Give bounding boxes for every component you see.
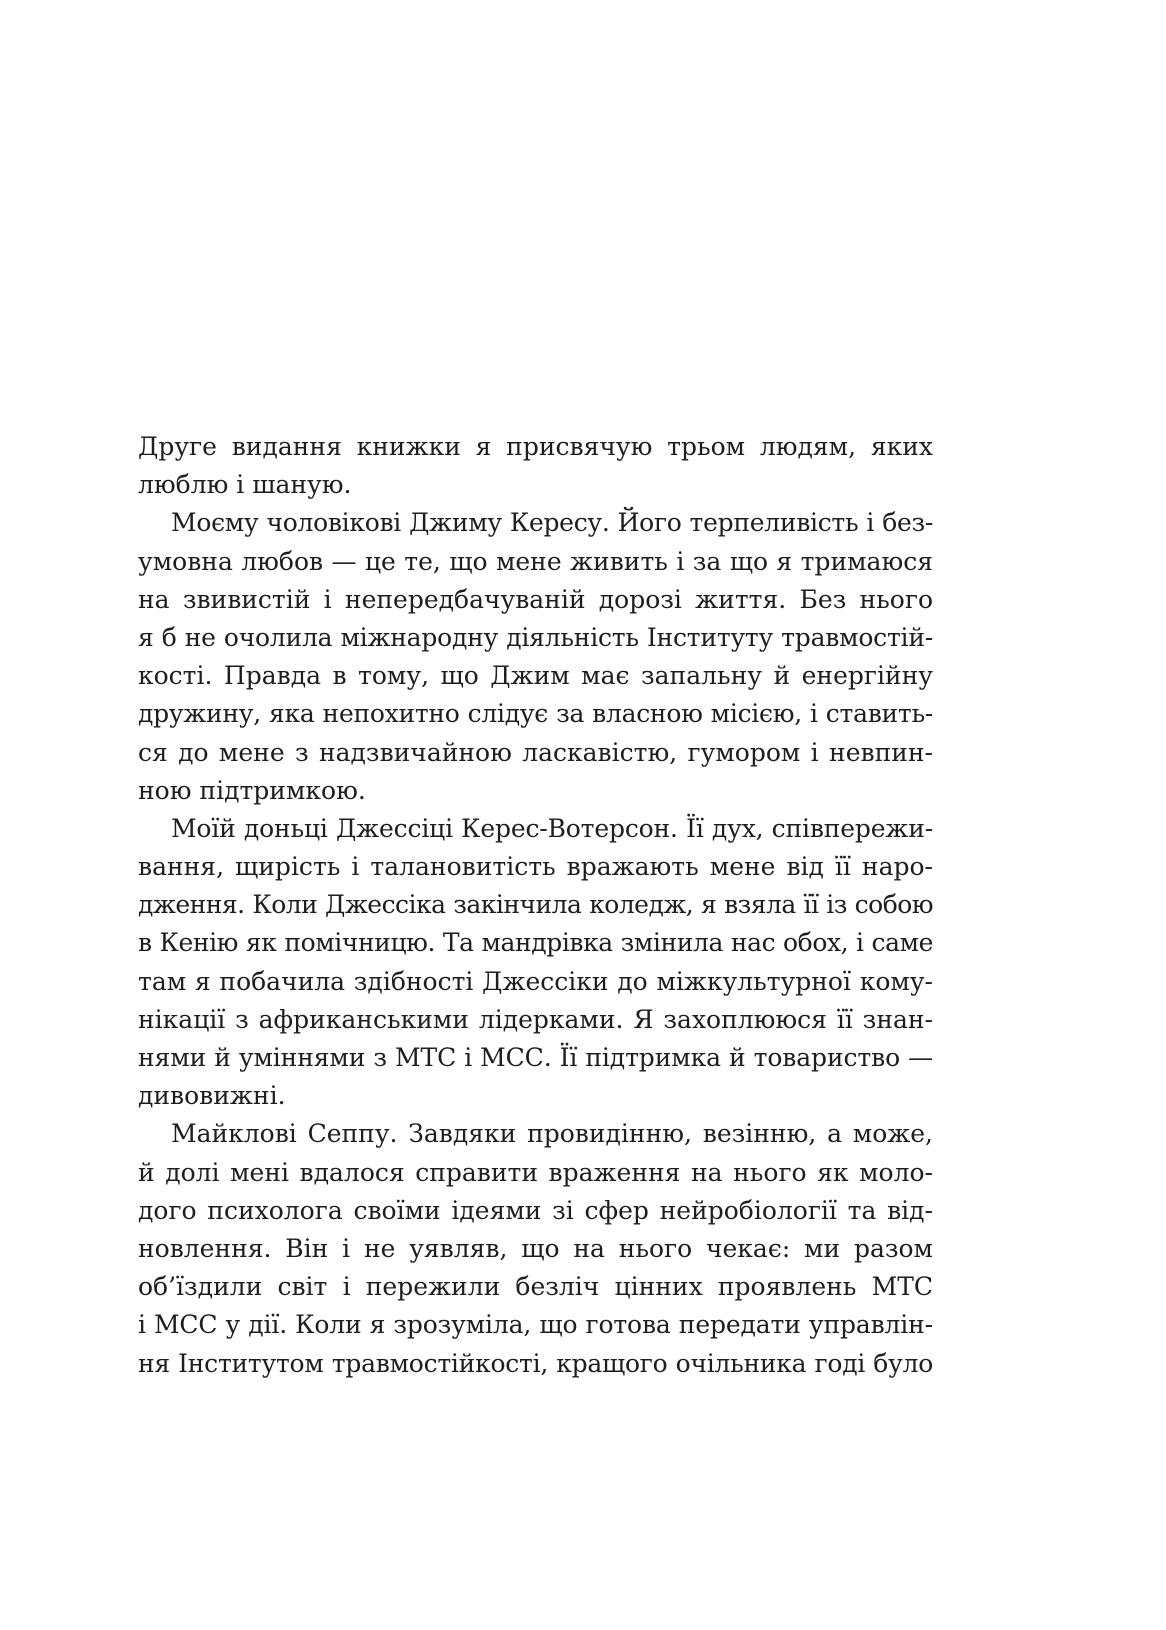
text-line: там я побачила здібності Джессіки до міжкультурної кому- <box>138 966 933 996</box>
text-line: Моєму чоловікові Джиму Кересу. Його терпеливість і без- <box>171 508 933 538</box>
text-line: дого психолога своїми ідеями зі сфер нейробіології та від- <box>138 1195 933 1225</box>
text-line: ня Інститутом травмостійкості, кращого очільника годі було <box>138 1348 933 1378</box>
text-line: Друге видання книжки я присвячую трьом людям, яких <box>138 432 933 461</box>
text-line: Майклові Сеппу. Завдяки провидінню, везінню, а може, <box>171 1119 933 1149</box>
text-line: дження. Коли Джессіка закінчила коледж, я взяла її із собою <box>138 890 933 920</box>
text-line: й долі мені вдалося справити враження на нього як моло- <box>138 1157 933 1187</box>
text-line: умовна любов — це те, що мене живить і за що я тримаюся <box>138 546 933 576</box>
text-line: в Кенію як помічницю. Та мандрівка змінила нас обох, і саме <box>138 928 933 958</box>
text-line: вання, щирість і талановитість вражають мене від її наро- <box>138 852 933 882</box>
text-line: новлення. Він і не уявляв, що на нього чекає: ми разом <box>138 1233 933 1263</box>
text-line: ся до мене з надзвичайною ласкавістю, гумором і невпин- <box>138 737 933 767</box>
text-line: дружину, яка непохитно слідує за власною місією, і ставить- <box>138 699 933 729</box>
text-line: кості. Правда в тому, що Джим має запальну й енергійну <box>138 661 933 691</box>
text-line: об’їздили світ і пережили безліч цінних проявлень МТС <box>138 1272 933 1302</box>
text-line: люблю і шаную. <box>138 470 352 500</box>
text-line: нями й уміннями з МТС і МСС. Її підтримка й товариство — <box>138 1043 933 1072</box>
text-line: я б не очолила міжнародну діяльність Інституту травмостій- <box>138 622 933 652</box>
dedication-text <box>138 428 933 1383</box>
text-line: ною підтримкою. <box>138 775 366 805</box>
text-line: дивовижні. <box>138 1081 286 1111</box>
text-line: на звивистій і непередбачуваній дорозі життя. Без нього <box>138 584 933 614</box>
text-line: Моїй доньці Джессіці Керес-Вотерсон. Її дух, співпережи- <box>171 813 933 843</box>
text-line: і МСС у дії. Коли я зрозуміла, що готова передати управлін- <box>138 1310 933 1340</box>
text-line: нікації з африканськими лідерками. Я захоплююся її знан- <box>138 1004 933 1034</box>
